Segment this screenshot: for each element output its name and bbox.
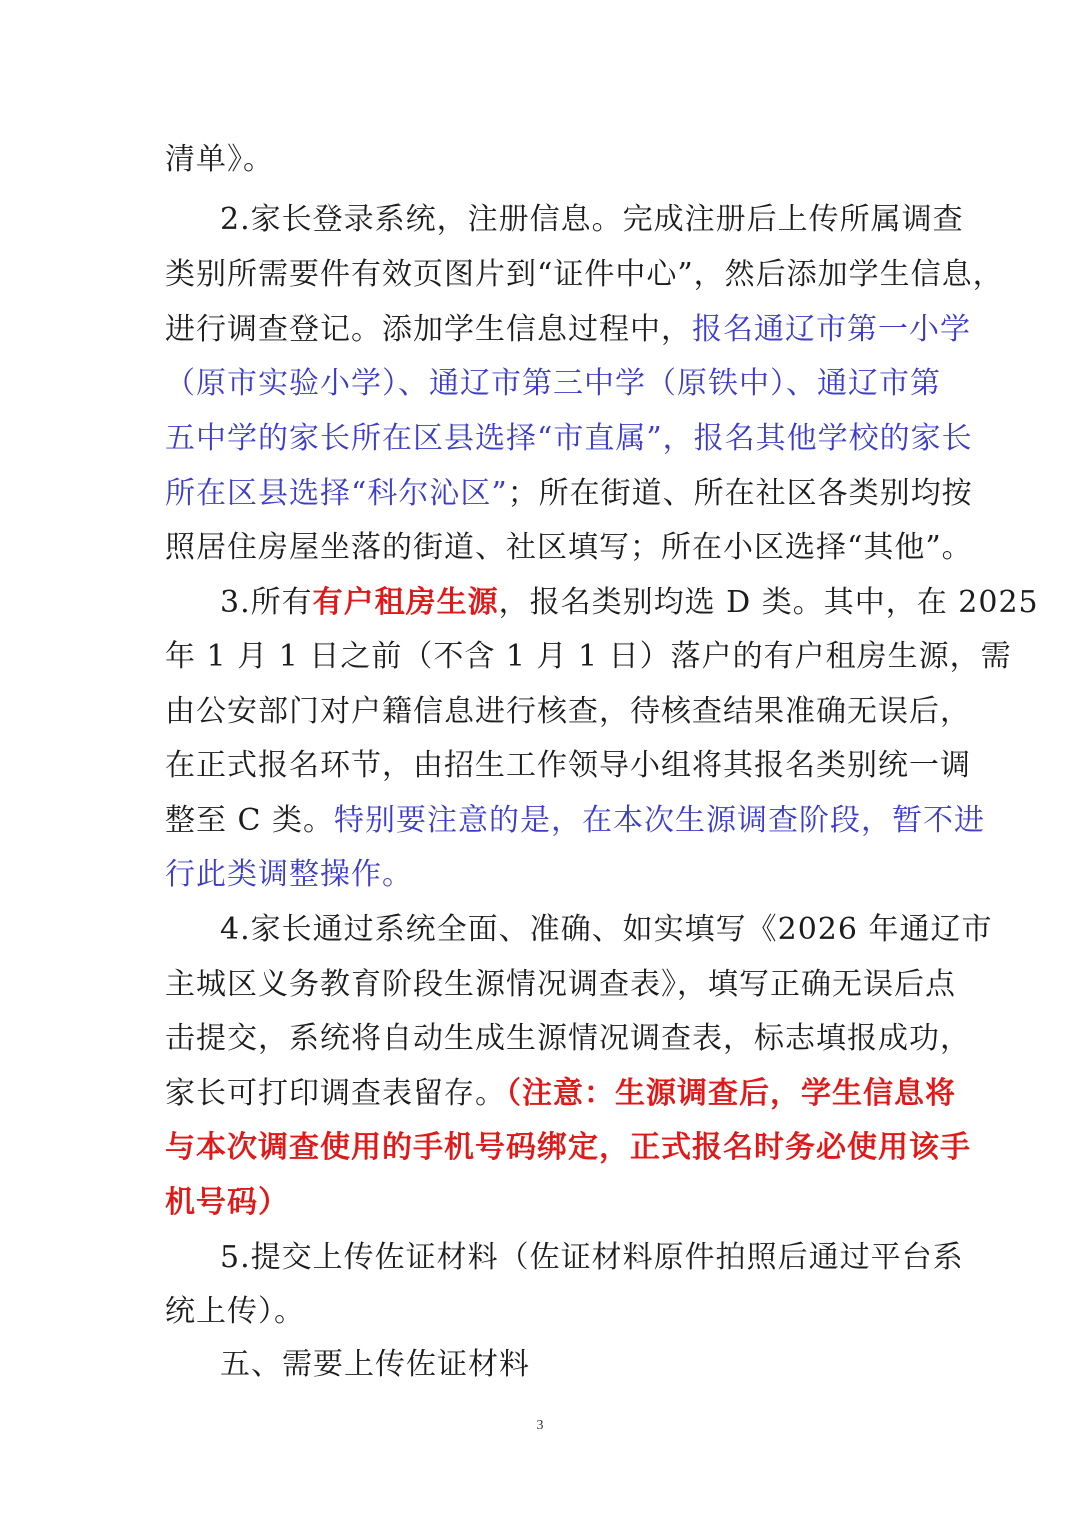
text-segment: 4.家长通过系统全面、准确、如实填写《2026 年通辽市 xyxy=(220,912,993,947)
text-line xyxy=(165,1128,971,1168)
text-line xyxy=(165,140,925,180)
text-segment: 照居住房屋坐落的街道、社区填写；所在小区选择“其他”。 xyxy=(165,530,973,565)
text-segment-highlight: 所在区县选择“科尔沁区” xyxy=(165,476,508,511)
text-line xyxy=(165,310,971,350)
text-line xyxy=(165,364,941,404)
text-segment: 主城区义务教育阶段生源情况调查表》，填写正确无误后点 xyxy=(165,967,956,1002)
text-segment: 在正式报名环节，由招生工作领导小组将其报名类别统一调 xyxy=(165,748,971,783)
text-line xyxy=(165,1019,971,1059)
text-segment: 5.提交上传佐证材料（佐证材料原件拍照后通过平台系 xyxy=(220,1240,964,1275)
text-segment-highlight: （原市实验小学）、通辽市第三中学（原铁中）、通辽市第 xyxy=(165,366,941,401)
text-line xyxy=(165,746,971,786)
text-line xyxy=(165,1292,925,1332)
text-segment: ；所在街道、所在社区各类别均按 xyxy=(507,476,973,511)
text-segment: 类别所需要件有效页图片到“证件中心”，然后添加学生信息， xyxy=(165,257,1004,292)
text-line xyxy=(165,855,925,895)
text-segment-emphasis: 机号码） xyxy=(165,1185,289,1220)
text-line xyxy=(165,419,973,459)
text-segment: 2.家长登录系统，注册信息。完成注册后上传所属调查 xyxy=(220,202,964,237)
text-line xyxy=(220,1238,964,1278)
text-segment: 统上传）。 xyxy=(165,1294,305,1329)
text-line xyxy=(165,965,956,1005)
page-number: 3 xyxy=(536,1418,544,1433)
text-line xyxy=(165,528,973,568)
text-line xyxy=(165,255,1004,295)
section-heading: 五、需要上传佐证材料 xyxy=(220,1347,530,1382)
text-segment-highlight: 特别要注意的是，在本次生源调查阶段，暂不进 xyxy=(334,803,986,838)
text-segment: 年 1 月 1 日之前（不含 1 月 1 日）落户的有户租房生源，需 xyxy=(165,639,1012,674)
text-segment-emphasis: 有户租房生源 xyxy=(312,585,499,620)
text-segment-emphasis: （注意：生源调查后，学生信息将 xyxy=(506,1076,956,1111)
text-segment-highlight: 行此类调整操作。 xyxy=(165,857,413,892)
text-line xyxy=(165,801,986,841)
text-segment: 由公安部门对户籍信息进行核查，待核查结果准确无误后， xyxy=(165,694,971,729)
text-segment: 整至 C 类。 xyxy=(165,803,335,838)
text-segment: ，报名类别均选 D 类。其中，在 2025 xyxy=(498,585,1039,620)
text-line xyxy=(165,1074,956,1114)
text-segment: 家长可打印调查表留存。 xyxy=(165,1076,506,1111)
text-line xyxy=(165,637,1012,677)
text-segment-highlight: 报名通辽市第一小学 xyxy=(692,312,971,347)
text-line xyxy=(165,692,971,732)
text-line xyxy=(220,583,1039,623)
text-line xyxy=(165,474,973,514)
text-segment: 3.所有 xyxy=(220,585,313,620)
text-segment: 击提交，系统将自动生成生源情况调查表，标志填报成功， xyxy=(165,1021,971,1056)
text-segment-emphasis: 与本次调查使用的手机号码绑定，正式报名时务必使用该手 xyxy=(165,1130,971,1165)
text-line xyxy=(220,200,964,240)
text-line xyxy=(165,1183,925,1223)
text-segment: 清单》。 xyxy=(165,142,274,177)
text-segment-highlight: 五中学的家长所在区县选择“市直属”，报名其他学校的家长 xyxy=(165,421,973,456)
text-line xyxy=(220,910,993,950)
text-segment: 进行调查登记。添加学生信息过程中， xyxy=(165,312,692,347)
